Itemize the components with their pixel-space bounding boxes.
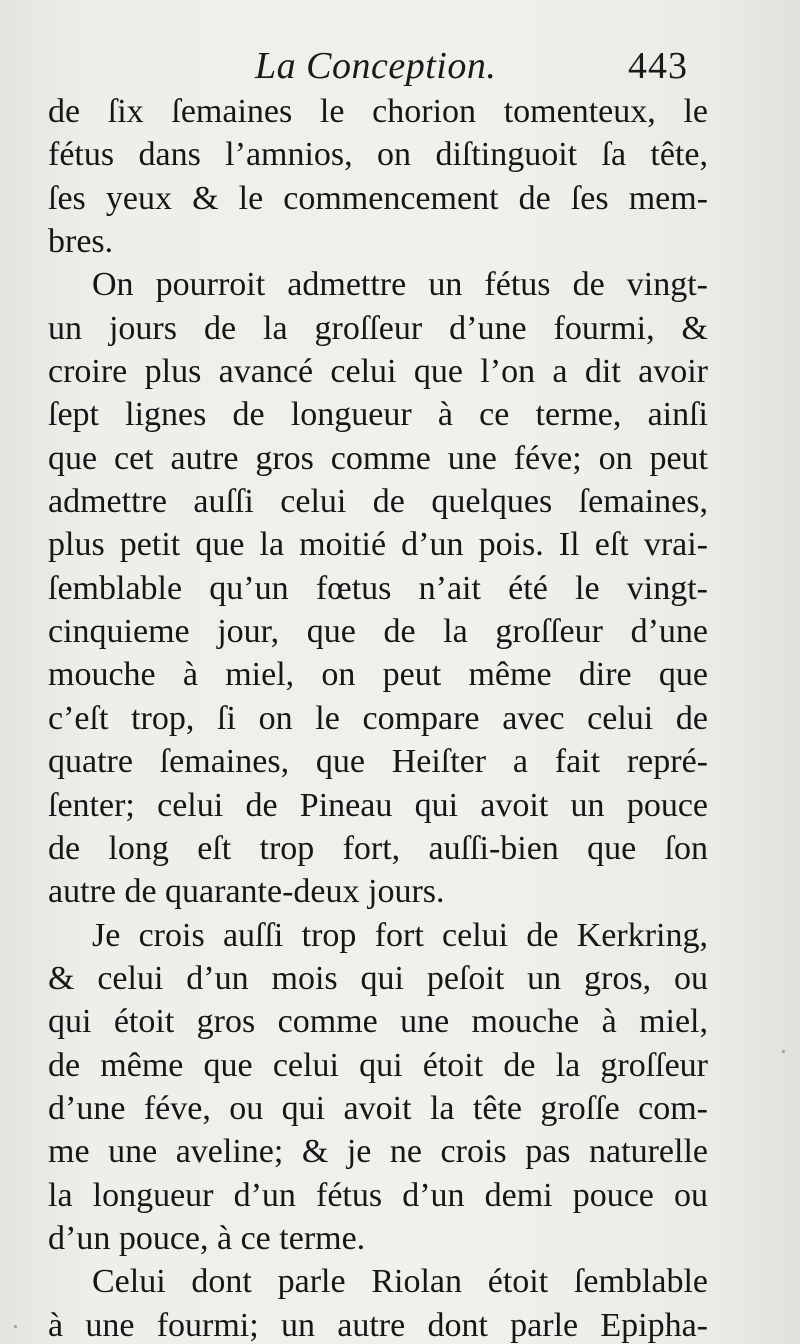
text-line: fétus dans l’amnios, on diſtinguoit ſa tête, (48, 136, 708, 174)
text-line: de ſix ſemaines le chorion tomenteux, le (48, 93, 708, 130)
text-line: cinquieme jour, que de la groſſeur d’une (48, 613, 708, 651)
text-line: que cet autre gros comme une féve; on peut (48, 439, 708, 477)
text-line: On pourroit admettre un fétus de vingt- (92, 266, 708, 304)
text-line: admettre auſſi celui de quelques ſemaines, (48, 483, 708, 521)
text-line: croire plus avancé celui que l’on a dit avoir (48, 353, 708, 391)
text-line: d’un pouce, à ce terme. (48, 1219, 366, 1257)
text-line: ſenter; celui de Pineau qui avoit un pouce (48, 786, 708, 824)
print-speck (782, 1050, 785, 1053)
text-line: mouche à miel, on peut même dire que (48, 656, 708, 694)
text-line: qui étoit gros comme une mouche à miel, (48, 1003, 708, 1041)
text-line: ſept lignes de longueur à ce terme, ainſi (48, 396, 708, 434)
body-text (48, 90, 708, 1344)
text-line: & celui d’un mois qui peſoit un gros, ou (48, 959, 708, 997)
text-line: plus petit que la moitié d’un pois. Il eſt vrai- (48, 526, 708, 564)
text-line: ſemblable qu’un fœtus n’ait été le vingt- (48, 569, 708, 607)
text-line: de même que celui qui étoit de la groſſeur (48, 1046, 708, 1084)
text-line: d’une féve, ou qui avoit la tête groſſe com- (48, 1089, 708, 1127)
text-line: quatre ſemaines, que Heiſter a fait repré- (48, 743, 708, 781)
text-line: bres. (48, 223, 114, 261)
text-line: la longueur d’un fétus d’un demi pouce ou (48, 1176, 708, 1214)
text-line: Je crois auſſi trop fort celui de Kerkring, (92, 916, 708, 954)
text-line: de long eſt trop fort, auſſi-bien que ſon (48, 829, 708, 867)
print-speck (14, 1325, 17, 1328)
text-line: Celui dont parle Riolan étoit ſemblable (92, 1263, 708, 1301)
text-line: me une aveline; & je ne crois pas naturelle (48, 1133, 708, 1171)
running-head (0, 38, 800, 98)
page-number: 443 (628, 45, 688, 87)
page-shading (710, 0, 800, 1344)
running-title: La Conception. (255, 45, 497, 87)
text-line: c’eſt trop, ſi on le compare avec celui de (48, 699, 708, 737)
text-line: un jours de la groſſeur d’une fourmi, & (48, 309, 708, 347)
text-line: à une fourmi; un autre dont parle Epipha- (48, 1306, 708, 1344)
text-line: ſes yeux & le commencement de ſes mem- (48, 179, 708, 217)
text-line: autre de quarante-deux jours. (48, 873, 445, 911)
